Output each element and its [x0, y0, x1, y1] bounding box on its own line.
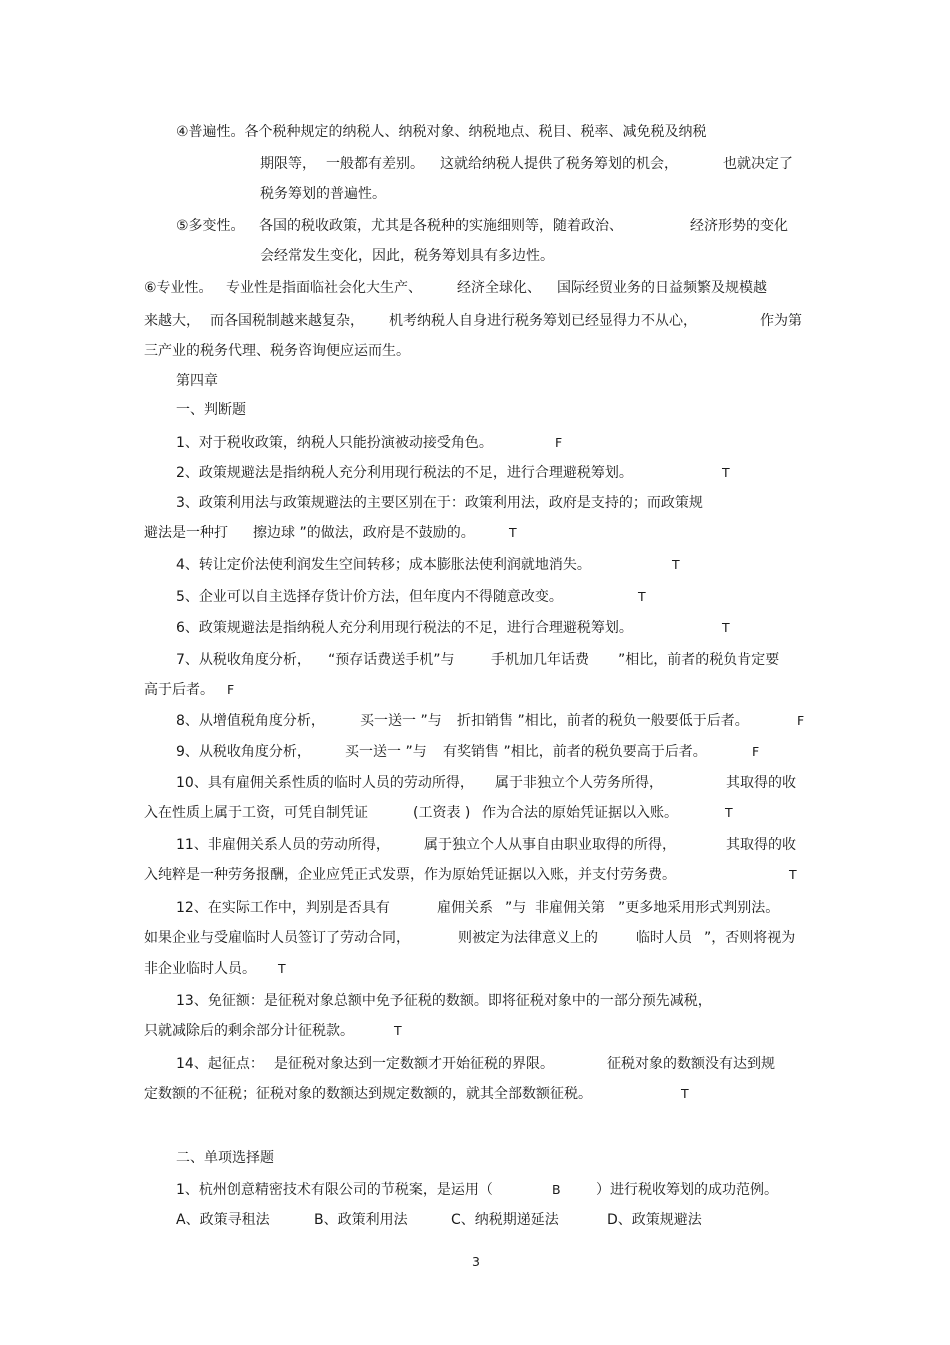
question-text: “预存话费送手机”与: [328, 652, 455, 668]
question-text: ”，否则将视为: [704, 930, 796, 946]
question-text: ”相比，前者的税负肯定要: [618, 652, 780, 668]
text-line: 这就给纳税人提供了税务筹划的机会，: [440, 156, 678, 172]
text-line: 而各国税制越来越复杂，: [210, 313, 364, 329]
question-text: 定数额的不征税；征税对象的数额达到规定数额的，就其全部数额征税。: [144, 1086, 592, 1102]
question-text: 10、具有雇佣关系性质的临时人员的劳动所得，: [176, 775, 474, 791]
page-number: 3: [472, 1254, 480, 1269]
question-text: 1、对于税收政策，纳税人只能扮演被动接受角色。: [176, 435, 493, 451]
question-text: 折扣销售 ”相比，前者的税负一般要低于后者。: [457, 713, 749, 729]
question-text: 12、在实际工作中，判别是否具有: [176, 900, 390, 916]
text-line: 一般都有差别。: [326, 156, 424, 172]
question-text: 14、起征点：: [176, 1056, 264, 1072]
text-line: 税务筹划的普遍性。: [260, 186, 386, 202]
answer-mark: T: [722, 465, 730, 480]
option-c: C、纳税期递延法: [451, 1212, 559, 1228]
question-text: 非雇佣关第: [535, 900, 605, 916]
question-text: 只就减除后的剩余部分计征税款。: [144, 1023, 354, 1039]
question-text: 13、免征额：是征税对象总额中免予征税的数额。即将征税对象中的一部分预先减税，: [176, 993, 712, 1009]
answer-mark: T: [725, 805, 733, 820]
question-text: 属于独立个人从事自由职业取得的所得，: [424, 837, 676, 853]
question-text: 非企业临时人员。: [144, 961, 256, 977]
question-text: 6、政策规避法是指纳税人充分利用现行税法的不足，进行合理避税筹划。: [176, 620, 633, 636]
question-text: 手机加几年话费: [491, 652, 589, 668]
question-text: 买一送一 ”与: [345, 744, 427, 760]
question-text: 入在性质上属于工资，可凭自制凭证: [144, 805, 368, 821]
question-text: 9、从税收角度分析，: [176, 744, 311, 760]
question-text: 擦边球 ”的做法，政府是不鼓励的。: [253, 525, 475, 541]
question-text: 属于非独立个人劳务所得，: [495, 775, 663, 791]
question-text: 作为合法的原始凭证据以入账。: [482, 805, 678, 821]
question-text: 雇佣关系: [437, 900, 493, 916]
answer-mark: T: [509, 525, 517, 540]
text-line: 来越大，: [144, 313, 200, 329]
text-line: 三产业的税务代理、税务咨询便应运而生。: [144, 343, 410, 359]
option-b: B、政策利用法: [314, 1212, 408, 1228]
question-text: 有奖销售 ”相比，前者的税负要高于后者。: [443, 744, 707, 760]
text-line: 会经常发生变化，因此，税务筹划具有多边性。: [260, 248, 554, 264]
question-text: 临时人员: [636, 930, 692, 946]
answer-mark: T: [789, 867, 797, 882]
text-line: 也就决定了: [723, 156, 793, 172]
option-d: D、政策规避法: [607, 1212, 702, 1228]
question-text: ”与: [505, 900, 527, 916]
text-line: 机考纳税人自身进行税务筹划已经显得力不从心，: [389, 313, 697, 329]
question-text: 3、政策利用法与政策规避法的主要区别在于：政策利用法，政府是支持的；而政策规: [176, 495, 703, 511]
text-line: 专业性是指面临社会化大生产、: [226, 280, 422, 296]
question-text: ）进行税收筹划的成功范例。: [596, 1182, 778, 1198]
question-text: 是征税对象达到一定数额才开始征税的界限。: [274, 1056, 554, 1072]
question-text: ”更多地采用形式判别法。: [618, 900, 780, 916]
section-heading: 一、判断题: [176, 402, 246, 418]
question-text: 11、非雇佣关系人员的劳动所得，: [176, 837, 390, 853]
text-line: 作为第: [760, 313, 802, 329]
text-line: 各国的税收政策，尤其是各税种的实施细则等，随着政治、: [259, 218, 623, 234]
text-line: ④普遍性。各个税种规定的纳税人、纳税对象、纳税地点、税目、税率、减免税及纳税: [176, 124, 707, 140]
question-text: 征税对象的数额没有达到规: [607, 1056, 775, 1072]
option-a: A、政策寻租法: [176, 1212, 270, 1228]
question-text: 其取得的收: [726, 837, 796, 853]
text-line: ⑥专业性。: [144, 280, 213, 296]
question-text: 买一送一 ”与: [360, 713, 442, 729]
answer-mark: T: [681, 1086, 689, 1101]
answer-mark: F: [797, 713, 805, 728]
answer-mark: T: [394, 1023, 402, 1038]
question-text: 其取得的收: [726, 775, 796, 791]
answer-mark: T: [278, 961, 286, 976]
text-line: 国际经贸业务的日益频繁及规模越: [557, 280, 767, 296]
answer-mark: T: [722, 620, 730, 635]
answer-mark: T: [672, 557, 680, 572]
text-line: 期限等，: [260, 156, 316, 172]
question-text: 5、企业可以自主选择存货计价方法，但年度内不得随意改变。: [176, 589, 563, 605]
chapter-heading: 第四章: [176, 373, 218, 389]
question-text: 则被定为法律意义上的: [458, 930, 598, 946]
section-heading: 二、单项选择题: [176, 1150, 274, 1166]
answer-mark: B: [552, 1182, 561, 1197]
answer-mark: F: [227, 682, 235, 697]
question-text: 8、从增值税角度分析，: [176, 713, 325, 729]
question-text: (工资表 ): [413, 805, 471, 821]
question-text: 避法是一种打: [144, 525, 228, 541]
question-text: 2、政策规避法是指纳税人充分利用现行税法的不足，进行合理避税筹划。: [176, 465, 633, 481]
question-text: 7、从税收角度分析，: [176, 652, 311, 668]
answer-mark: F: [555, 435, 563, 450]
question-text: 如果企业与受雇临时人员签订了劳动合同，: [144, 930, 410, 946]
text-line: 经济全球化、: [457, 280, 541, 296]
question-text: 4、转让定价法使利润发生空间转移；成本膨胀法使利润就地消失。: [176, 557, 591, 573]
answer-mark: T: [638, 589, 646, 604]
question-text: 入纯粹是一种劳务报酬，企业应凭正式发票，作为原始凭证据以入账，并支付劳务费。: [144, 867, 676, 883]
question-text: 1、杭州创意精密技术有限公司的节税案，是运用（: [176, 1182, 493, 1198]
text-line: 经济形势的变化: [690, 218, 788, 234]
question-text: 高于后者。: [144, 682, 214, 698]
text-line: ⑤多变性。: [176, 218, 245, 234]
answer-mark: F: [752, 744, 760, 759]
